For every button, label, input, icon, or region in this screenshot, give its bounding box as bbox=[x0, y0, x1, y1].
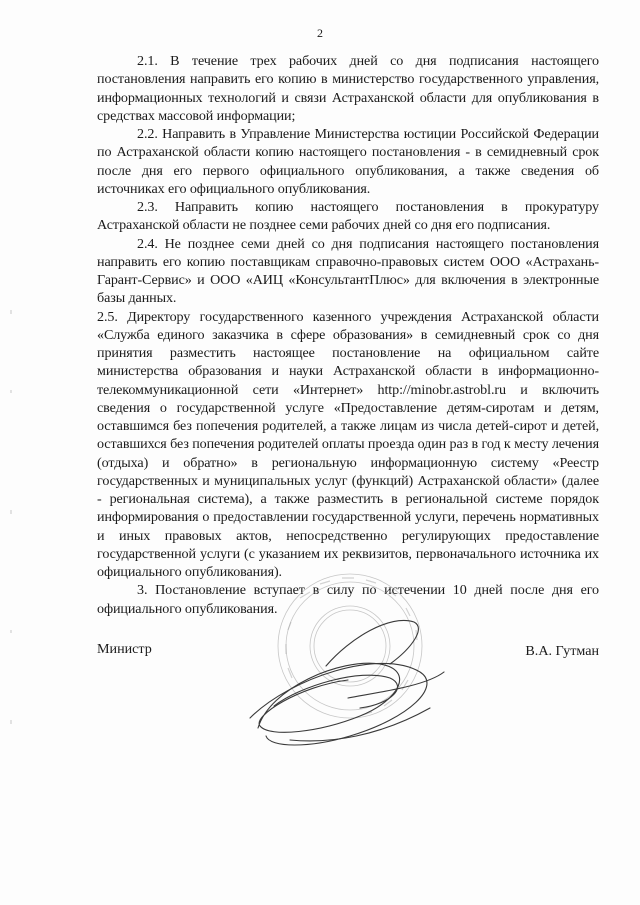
document-body bbox=[97, 52, 599, 618]
signatory-name: В.А. Гутман bbox=[525, 643, 599, 659]
paragraph-3: 3. Постановление вступает в силу по истечении 10 дней после дня его официального опубликования. bbox=[97, 582, 599, 617]
signatory-position: Министр bbox=[97, 641, 152, 657]
paragraph-2-5: 2.5. Директору государственного казенного учреждения Астраханской области «Служба единого заказчика в сфере образования» в семидневный срок со дня принятия разместить настоящее постановление на официальном сайте министерства образования и науки Астраханской области в информационно-телекоммуникационной сети «Интернет» http://minobr.astrobl.ru и включить сведения о государственной услуге «Предоставление детям-сиротам и детям, оставшимся без попечения родителей, а также лицам из числа детей-сирот и детей, оставшихся без попечения родителей оплаты проезда один раз в год к месту лечения (отдыха) и обратно» в региональную информационную систему «Реестр государственных и муниципальных услуг (функций) Астраханской области» (далее - региональная система), а также разместить в региональной системе порядок информирования о предоставлении государственной услуги, перечень нормативных и иных правовых актов, непосредственно регулирующих предоставление государственной услуги (с указанием их реквизитов, первоначального источника их официального опубликования). bbox=[97, 308, 599, 580]
paragraph-2-4: 2.4. Не позднее семи дней со дня подписания настоящего постановления направить его копию поставщикам справочно-правовых систем ООО «Астрахань-Гарант-Сервис» и ООО «АИЦ «КонсультантПлюс» для включения в электронные базы данных. bbox=[97, 235, 599, 307]
paragraph-2-2: 2.2. Направить в Управление Министерства юстиции Российской Федерации по Астраханской области копию настоящего постановления - в семидневный срок после дня его первого официального опубликования, а также сведения об источниках его официального опубликования. bbox=[97, 126, 599, 197]
paragraph-2-1: 2.1. В течение трех рабочих дней со дня подписания настоящего постановления направить его копию в министерство государственного управления, информационных технологий и связи Астраханской области для опубликования в средствах массовой информации; bbox=[97, 53, 599, 124]
page-number: 2 bbox=[317, 26, 323, 40]
paragraph-2-3: 2.3. Направить копию настоящего постановления в прокуратуру Астраханской области не позднее семи рабочих дней со дня его подписания. bbox=[97, 199, 599, 234]
official-seal-stamp bbox=[230, 568, 460, 768]
margin-scan-marks bbox=[8, 300, 14, 800]
